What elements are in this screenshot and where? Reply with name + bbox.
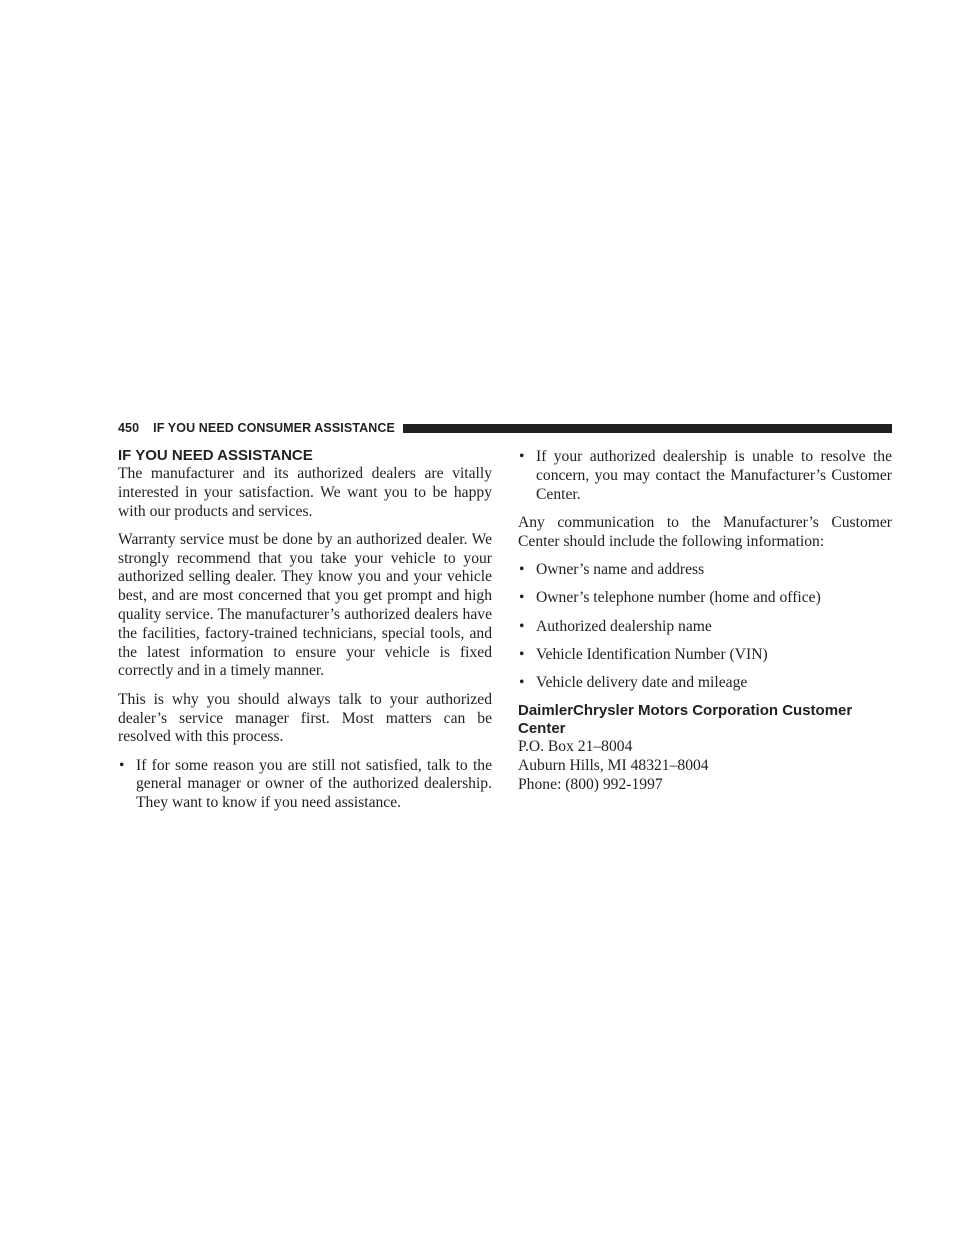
paragraph-communication: Any communication to the Manufacturer’s Customer Center should include the following information: [518, 513, 892, 550]
information-bullet-list [518, 561, 892, 693]
right-top-bullet-list [518, 448, 892, 504]
paragraph-warranty-service: Warranty service must be done by an authorized dealer. We strongly recommend that you take your vehicle to your authorized selling dealer. They know you and your vehicle best, and are most concerned that you get prompt and high quality service. The manufacturer’s authorized dealers have the facilities, factory-trained technicians, special tools, and the latest information to ensure your vehicle is fixed correctly and in a timely manner. [118, 530, 492, 680]
list-item [518, 561, 892, 580]
page-number: 450 [118, 421, 140, 435]
list-item-text: Owner’s name and address [536, 560, 705, 578]
list-item [518, 448, 892, 504]
paragraph-satisfaction: The manufacturer and its authorized dealers are vitally interested in your satisfaction. We want you to be happy with our products and services. [118, 465, 492, 520]
customer-center-address [518, 738, 892, 794]
list-item [118, 757, 492, 813]
bullet-icon: • [519, 589, 525, 607]
section-heading: IF YOU NEED ASSISTANCE [118, 447, 313, 464]
bullet-icon: • [519, 617, 525, 635]
list-item [518, 589, 892, 608]
bullet-icon: • [119, 756, 125, 774]
list-item-text: Owner’s telephone number (home and office) [536, 589, 821, 607]
list-item-text: If your authorized dealership is unable to resolve the concern, you may contact the Manufacturer’s Customer Center. [536, 448, 892, 503]
list-item-text: Vehicle Identification Number (VIN) [536, 645, 768, 663]
running-title: IF YOU NEED CONSUMER ASSISTANCE [153, 421, 395, 435]
left-bullet-list [118, 757, 492, 813]
customer-center-heading: DaimlerChrysler Motors Corporation Customer Center [518, 702, 853, 738]
list-item-text: Authorized dealership name [536, 617, 712, 635]
header-rule [403, 424, 892, 433]
address-po-box: P.O. Box 21–8004 [518, 738, 633, 756]
list-item [518, 674, 892, 693]
address-phone: Phone: (800) 992-1997 [518, 776, 663, 794]
address-city: Auburn Hills, MI 48321–8004 [518, 757, 709, 775]
right-column [518, 448, 892, 795]
list-item-text: If for some reason you are still not satisfied, talk to the general manager or owner of the authorized dealership. They want to know if you need assistance. [136, 756, 492, 812]
list-item [518, 618, 892, 637]
paragraph-service-manager: This is why you should always talk to your authorized dealer’s service manager first. Most matters can be resolved with this process. [118, 690, 492, 746]
list-item [518, 646, 892, 665]
bullet-icon: • [519, 560, 525, 578]
bullet-icon: • [519, 674, 525, 692]
bullet-icon: • [519, 645, 525, 663]
left-column [118, 447, 492, 823]
page-header [118, 419, 892, 437]
list-item-text: Vehicle delivery date and mileage [536, 674, 748, 692]
bullet-icon: • [519, 448, 525, 465]
